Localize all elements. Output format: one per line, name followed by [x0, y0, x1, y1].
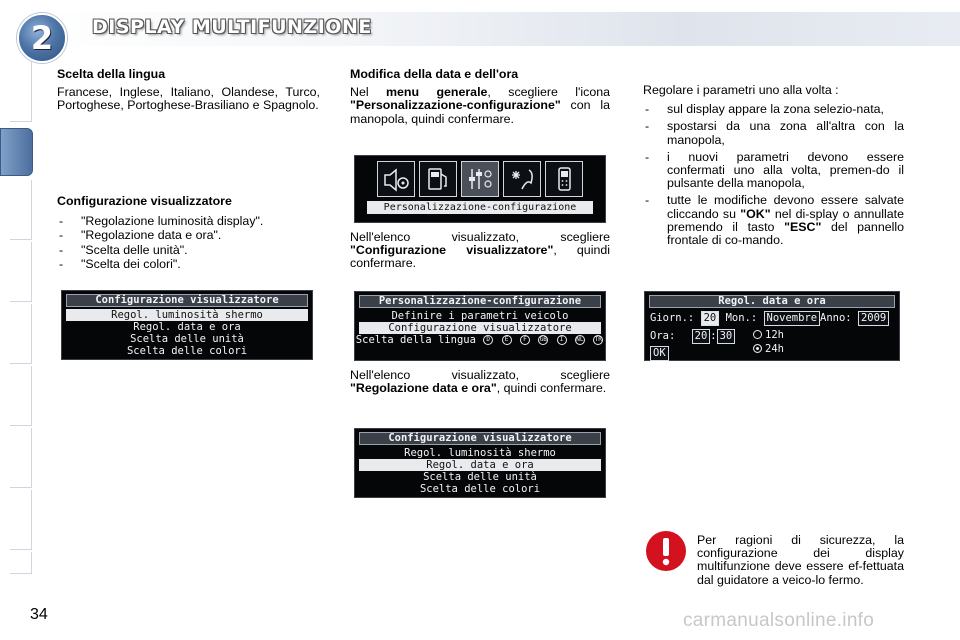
year-row: [820, 311, 889, 326]
year-label: Anno:: [820, 312, 852, 324]
screen-row: Regol. luminosità shermo: [404, 447, 556, 459]
day-label: Giorn.:: [650, 312, 695, 324]
date-time-heading: Modifica della data e dell'ora: [350, 67, 519, 81]
warning-icon: [645, 530, 687, 572]
chapter-badge: [17, 13, 67, 63]
list-item: - "Scelta dei colori".: [57, 258, 320, 271]
climate-icon: [503, 161, 541, 197]
screen-row-selected: Configurazione visualizzatore: [359, 322, 601, 334]
chapter-tab[interactable]: [10, 428, 32, 488]
icon-menu-screen: [354, 155, 606, 223]
step3-block: [350, 369, 610, 395]
chapter-tab[interactable]: [10, 180, 32, 240]
personalization-menu-screen: [354, 291, 606, 361]
screen-title: Configurazione visualizzatore: [66, 294, 308, 307]
language-flag-icon: D: [483, 335, 493, 345]
text-span: , quindi confermare.: [496, 381, 607, 396]
chapter-tab-strip: [0, 62, 34, 582]
chapter-tab[interactable]: [10, 366, 32, 426]
language-text: Francese, Inglese, Italiano, Olandese, Turco, Portoghese, Portoghese-Brasiliano e Spagnolo.: [57, 85, 320, 113]
screen-row: Scelta delle unità: [130, 333, 244, 345]
time-row: [650, 329, 735, 344]
phone-icon: [545, 161, 583, 197]
time-label: Ora:: [650, 330, 676, 342]
language-flag-icon: GB: [539, 336, 547, 343]
screen-row: Scelta delle colori: [126, 345, 248, 357]
format-12h-label: 12h: [765, 329, 784, 341]
list-item: - "Regolazione data e ora".: [57, 229, 320, 242]
text-span: Nel: [350, 85, 386, 100]
minute-field[interactable]: 30: [717, 329, 736, 344]
text-span: , quindi confermare.: [350, 243, 610, 271]
step2-block: [350, 231, 610, 271]
step1-text: [350, 86, 610, 126]
column-instructions: [643, 84, 904, 251]
language-heading: Scelta della lingua: [57, 67, 166, 81]
chapter-tab[interactable]: [10, 552, 32, 574]
screen-title: Configurazione visualizzatore: [359, 432, 601, 445]
text-bold: "Configurazione visualizzatore": [350, 243, 554, 258]
instructions-intro: Regolare i parametri uno alla volta :: [643, 83, 839, 97]
language-flag-icon: TR: [594, 336, 602, 343]
time-separator: :: [710, 330, 717, 342]
page-number: 34: [30, 606, 48, 623]
icon-row: [359, 161, 601, 197]
text-bold: "Personalizzazione-configurazione": [350, 98, 561, 113]
language-flag-icon: E: [502, 335, 512, 345]
config-list: [57, 215, 320, 271]
text-span: tutte le modifiche devono essere salvate cliccando su: [667, 193, 904, 221]
format-24h-option[interactable]: [753, 343, 784, 356]
config-heading: Configurazione visualizzatore: [57, 194, 232, 208]
list-item: - spostarsi da una zona all'altra con la manopola,: [643, 120, 904, 146]
hour-field[interactable]: 20: [692, 329, 711, 344]
language-flag-icon: I: [557, 335, 567, 345]
warning-text: Per ragioni di sicurezza, la configurazione dei display multifunzione deve essere ef-fettuata dal guidatore a veico-lo fermo.: [697, 533, 904, 587]
text-bold: "Regolazione data e ora": [350, 381, 497, 396]
text-span: Nell'elenco visualizzato, scegliere: [350, 368, 610, 382]
day-field[interactable]: 20: [701, 311, 720, 326]
warning-block: [697, 534, 904, 587]
chapter-tab[interactable]: [10, 62, 32, 122]
date-row: [650, 311, 820, 326]
chapter-number: 2: [30, 19, 54, 57]
radio-on-icon: [753, 344, 762, 353]
screen-title: Personalizzazione-configurazione: [359, 295, 601, 308]
list-item: - "Regolazione luminosità display".: [57, 215, 320, 228]
header: [0, 0, 960, 62]
column-language: [57, 68, 320, 113]
instructions-list: [643, 103, 904, 247]
text-bold: "OK": [740, 206, 771, 221]
screen-row-selected: Regol. luminosità shermo: [66, 309, 308, 321]
format-12h-option[interactable]: [753, 329, 784, 342]
text-bold: "ESC": [784, 219, 822, 234]
screen-row: Definire i parametri veicolo: [391, 310, 569, 322]
list-item: - sul display appare la zona selezio-nata,: [643, 103, 904, 116]
ok-row: [650, 346, 669, 361]
chapter-tab-active[interactable]: [0, 128, 33, 176]
month-field[interactable]: Novembre: [764, 311, 821, 326]
screen-row: Scelta delle unità: [423, 471, 537, 483]
text-span: con la manopola, quindi confermare.: [350, 98, 610, 126]
text-span: del pannello frontale di co-mando.: [667, 219, 904, 248]
watermark: carmanualsonline.info: [683, 610, 875, 631]
screen-row-language: [355, 334, 605, 346]
fuel-pump-icon: [419, 161, 457, 197]
chapter-tab[interactable]: [10, 304, 32, 364]
column-date-time: [350, 68, 610, 126]
text-span: nel di-splay o annullate premendo il tasto: [667, 206, 904, 234]
year-field[interactable]: 2009: [858, 311, 889, 326]
icon-caption: Personalizzazione-configurazione: [367, 201, 593, 214]
radio-off-icon: [753, 330, 762, 339]
config-menu-screen: [61, 290, 313, 360]
list-item: - "Scelta delle unità".: [57, 244, 320, 257]
format-24h-label: 24h: [765, 343, 784, 355]
month-label: Mon.:: [725, 312, 758, 324]
ok-button[interactable]: OK: [650, 346, 669, 361]
screen-row: Regol. data e ora: [133, 321, 241, 333]
list-item: [643, 194, 904, 247]
chapter-tab[interactable]: [10, 242, 32, 302]
language-flag-icon: NL: [576, 336, 584, 343]
step3-text: [350, 369, 610, 395]
column-config: [57, 195, 320, 272]
date-time-screen: [644, 291, 900, 361]
list-item: - i nuovi parametri devono essere confermati uno alla volta, premen-do il pulsante della manopola,: [643, 151, 904, 191]
settings-icon: [461, 161, 499, 197]
text-span: , scegliere l'icona: [487, 85, 610, 100]
step2-text: [350, 231, 610, 271]
screen-row-selected: Regol. data e ora: [359, 459, 601, 471]
screen-row-label: Scelta della lingua: [355, 334, 476, 346]
config-menu-screen-2: [354, 428, 606, 498]
screen-title: Regol. data e ora: [649, 295, 895, 308]
text-span: Nell'elenco visualizzato, scegliere: [350, 230, 610, 244]
language-flag-icon: F: [520, 335, 530, 345]
chapter-tab[interactable]: [10, 490, 32, 550]
page-title: DISPLAY MULTIFUNZIONE: [92, 16, 372, 38]
screen-row: Scelta delle colori: [419, 483, 541, 495]
text-bold: menu generale: [386, 85, 488, 100]
audio-icon: [377, 161, 415, 197]
